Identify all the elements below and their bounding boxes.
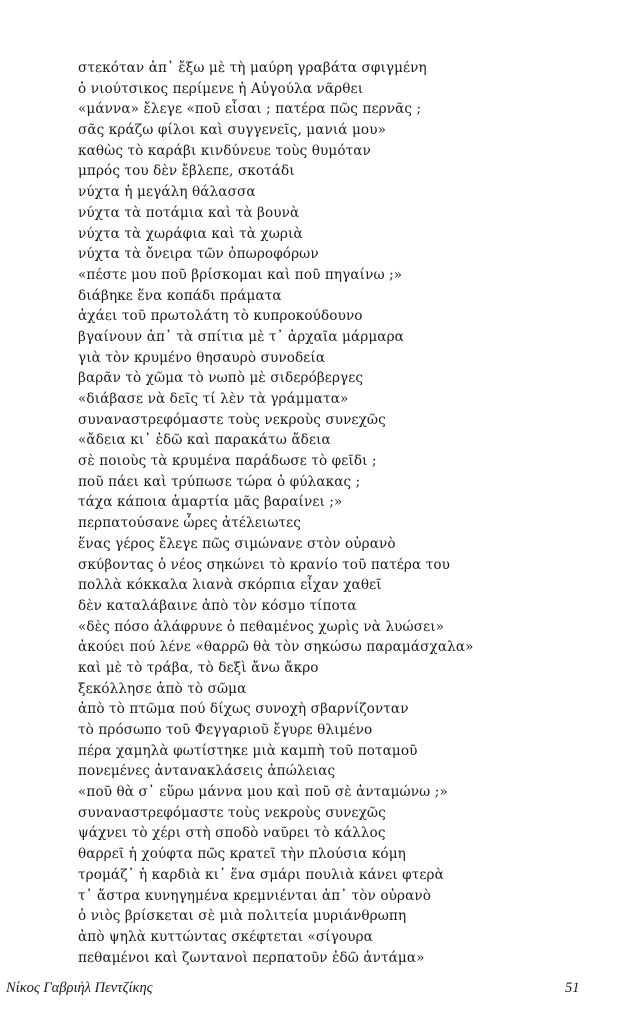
poem-line: σὲ ποιοὺς τὰ κρυμένα παράδωσε τὸ φεῖδι ; (78, 453, 377, 470)
page-number: 51 (565, 980, 580, 996)
poem-line: θαρρεῖ ἡ χούφτα πῶς κρατεῖ τὴν πλούσια κόμη (78, 846, 406, 863)
poem-line: ἀπὸ ψηλὰ κυττώντας σκέφτεται «σίγουρα (78, 928, 373, 945)
poem-line: ξεκόλλησε ἀπὸ τὸ σῶμα (78, 680, 247, 697)
poem-line: βαρᾶν τὸ χῶμα τὸ νωπὸ μὲ σιδερόβεργες (78, 370, 364, 387)
poem-line: πολλὰ κόκκαλα λιανὰ σκόρπια εἶχαν χαθεῖ (78, 577, 382, 594)
poem-line: στεκόταν ἀπ᾿ ἔξω μὲ τὴ μαύρη γραβάτα σφιγμένη (78, 60, 427, 76)
poem-line: τ᾿ ἄστρα κυνηγημένα κρεμνιένται ἀπ᾿ τὸν οὐρανὸ (78, 887, 431, 904)
poem-line: ὁ νιούτσικος περίμενε ἡ Αὐγούλα νᾶρθει (78, 80, 364, 97)
poem-line: περπατούσανε ὧρες ἀτέλειωτες (78, 515, 301, 532)
poem-line: ὁ νιὸς βρίσκεται σὲ μιὰ πολιτεία μυριάνθρωπη (78, 908, 407, 925)
poem-line: «ποῦ θὰ σ᾿ εὕρω μάννα μου καὶ ποῦ σὲ ἀνταμώνω ;» (78, 784, 448, 801)
poem-line: ἀχάει τοῦ πρωτολάτη τὸ κυπροκούδουνο (78, 308, 363, 325)
poem-line: τὸ πρόσωπο τοῦ Φεγγαριοῦ ἔγυρε θλιμένο (78, 722, 373, 738)
poem-line: καὶ μὲ τὸ τράβα, τὸ δεξὶ ἄνω ἄκρο (78, 659, 319, 676)
poem-line: μπρός του δὲν ἔβλεπε, σκοτάδι (78, 163, 295, 180)
author-name: Νίκος Γαβριὴλ Πεντζίκης (6, 980, 153, 996)
poem-line: νύχτα τὰ ὄνειρα τῶν ὀπωροφόρων (78, 246, 319, 263)
poem-line: «δὲς πόσο ἀλάφρυνε ὁ πεθαμένος χωρὶς νὰ λυώσει» (78, 618, 445, 635)
poem-line: «διάβασε νὰ δεῖς τί λὲν τὰ γράμματα» (78, 391, 349, 407)
poem-line: συναναστρεφόμαστε τοὺς νεκροὺς συνεχῶς (78, 804, 386, 821)
poem-line: συναναστρεφόμαστε τοὺς νεκροὺς συνεχῶς (78, 411, 386, 428)
poem-body (78, 58, 618, 968)
poem-line: νύχτα τὰ ποτάμια καὶ τὰ βουνὰ (78, 204, 300, 221)
poem-line: ψάχνει τὸ χέρι στὴ σποδὸ ναῦρει τὸ κάλλος (78, 825, 386, 842)
poem-line: διάβηκε ἕνα κοπάδι πράματα (78, 287, 282, 304)
poem-line: καθὼς τὸ καράβι κινδύνευε τοὺς θυμόταν (78, 142, 371, 159)
poem-line: «πέστε μου ποῦ βρίσκομαι καὶ ποῦ πηγαίνω ;» (78, 266, 403, 283)
poem-line: «μάννα» ἔλεγε «ποῦ εἶσαι ; πατέρα πῶς περνᾶς ; (78, 101, 422, 118)
poem-line: ἀκούει πού λένε «θαρρῶ θὰ τὸν σηκώσω παραμάσχαλα» (78, 639, 474, 656)
poem-line: νύχτα τὰ χωράφια καὶ τὰ χωριὰ (78, 225, 303, 242)
poem-line: τάχα κάποια ἁμαρτία μᾶς βαραίνει ;» (78, 494, 343, 511)
poem-line: ἕνας γέρος ἔλεγε πῶς σιμώνανε στὸν οὐρανὸ (78, 535, 396, 552)
poem-line: πεθαμένοι καὶ ζωντανοὶ περπατοῦν ἐδῶ ἀντάμα» (78, 949, 425, 966)
poem-line: τρομάζ᾿ ἡ καρδιὰ κι᾿ ἕνα σμάρι πουλιὰ κάνει φτερὰ (78, 866, 444, 883)
poem-line: ποῦ πάει καὶ τρύπωσε τώρα ὁ φύλακας ; (78, 473, 361, 490)
poem-line: σκύβοντας ὁ νέος σηκώνει τὸ κρανίο τοῦ πατέρα του (78, 556, 450, 573)
poem-line: βγαίνουν ἀπ᾿ τὰ σπίτια μὲ τ᾿ ἀρχαῖα μάρμαρα (78, 328, 404, 345)
poem-line: δὲν καταλάβαινε ἀπὸ τὸν κόσμο τίποτα (78, 597, 357, 614)
poem-line: ἀπὸ τὸ πτῶμα πού δίχως συνοχὴ σβαρνίζονταν (78, 701, 409, 718)
poem-line: πονεμένες ἀντανακλάσεις ἀπώλειας (78, 763, 336, 780)
poem-line: πέρα χαμηλὰ φωτίστηκε μιὰ καμπὴ τοῦ ποταμοῦ (78, 742, 418, 759)
poem-line: γιὰ τὸν κρυμένο θησαυρὸ συνοδεία (78, 349, 326, 366)
poem-line: σᾶς κράζω φίλοι καὶ συγγενεῖς, μανιά μου» (78, 122, 386, 139)
poem-line: «ἄδεια κι᾿ ἐδῶ καὶ παρακάτω ἄδεια (78, 432, 331, 449)
poem-line: νύχτα ἡ μεγάλη θάλασσα (78, 184, 256, 201)
